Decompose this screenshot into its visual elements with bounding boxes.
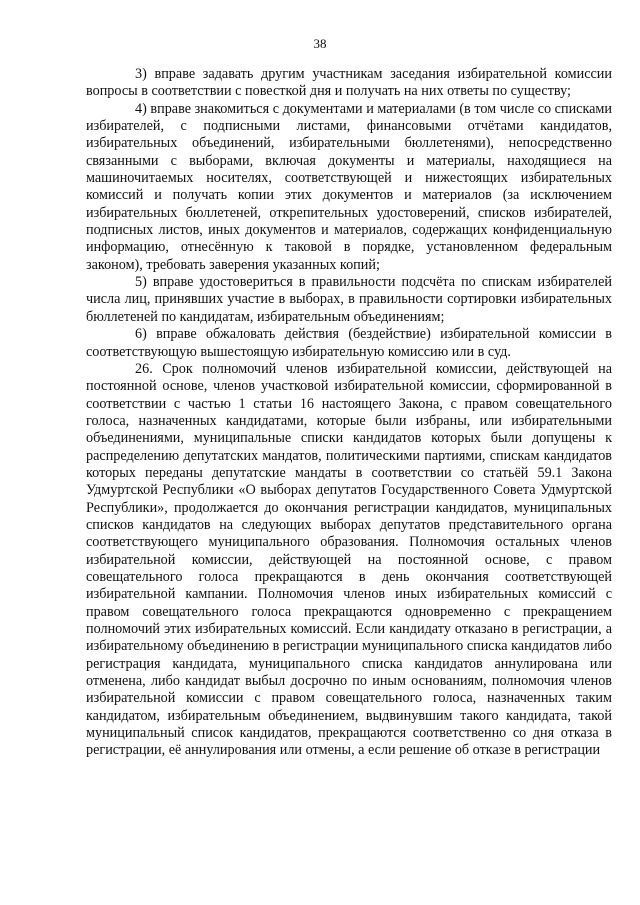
paragraph-item-4: 4) вправе знакомиться с документами и материалами (в том числе со списками избирателей, с подписными листами, финансовыми отчётами кандидатов, избирательных объединений, избирательными бюллетенями), непосредственно связанными с выборами, включая документы и материалы, находящиеся на машиночитаемых носителях, соответствующей и нижестоящих избирательных комиссий и получать копии этих документов и материалов (за исключением избирательных бюллетеней, открепительных удостоверений, списков избирателей, подписных листов, иных документов и материалов, содержащих конфиденциальную информацию, отнесённую к таковой в порядке, установленном федеральным законом), требовать заверения указанных копий; bbox=[86, 100, 612, 273]
paragraph-item-6: 6) вправе обжаловать действия (бездействие) избирательной комиссии в соответствующую вышестоящую избирательную комиссию или в суд. bbox=[86, 326, 612, 360]
page-number: 38 bbox=[313, 36, 327, 51]
paragraph-item-5: 5) вправе удостовериться в правильности подсчёта по спискам избирателей числа лиц, принявших участие в выборах, в правильности сортировки избирательных бюллетеней по кандидатам, избирательным объединениям; bbox=[86, 274, 612, 325]
paragraph-item-3: 3) вправе задавать другим участникам заседания избирательной комиссии вопросы в соответствии с повесткой дня и получать на них ответы по существу; bbox=[86, 66, 612, 100]
document-body bbox=[86, 66, 612, 760]
paragraph-section-26: 26. Срок полномочий членов избирательной комиссии, действующей на постоянной основе, членов участковой избирательной комиссии, сформированной в соответствии с частью 1 статьи 16 настоящего Закона, с правом совещательного голоса, назначенных кандидатами, которые были избраны, или избирательными объединениями, муниципальные списки кандидатов которых были допущены к распределению депутатских мандатов, политическими партиями, спискам кандидатов которых переданы депутатские мандаты в соответствии со статьёй 59.1 Закона Удмуртской Республики «О выборах депутатов Государственного Совета Удмуртской Республики», продолжается до окончания регистрации кандидатов, муниципальных списков кандидатов на следующих выборах депутатов представительного органа соответствующего муниципального образования. Полномочия остальных членов избирательной комиссии, действующей на постоянной основе, с правом совещательного голоса прекращаются в день окончания соответствующей избирательной кампании. Полномочия членов иных избирательных комиссий с правом совещательного голоса прекращаются одновременно с прекращением полномочий этих избирательных комиссий. Если кандидату отказано в регистрации, а избирательному объединению в регистрации муниципального списка кандидатов либо регистрация кандидата, муниципального списка кандидатов аннулирована или отменена, либо кандидат выбыл досрочно по иным основаниям, полномочия членов избирательной комиссии с правом совещательного голоса, назначенных таким кандидатом, избирательным объединением, выдвинувшим такого кандидата, такой муниципальный список кандидатов, прекращаются соответственно со дня отказа в регистрации, её аннулирования или отмены, а если решение об отказе в регистрации bbox=[86, 360, 612, 759]
